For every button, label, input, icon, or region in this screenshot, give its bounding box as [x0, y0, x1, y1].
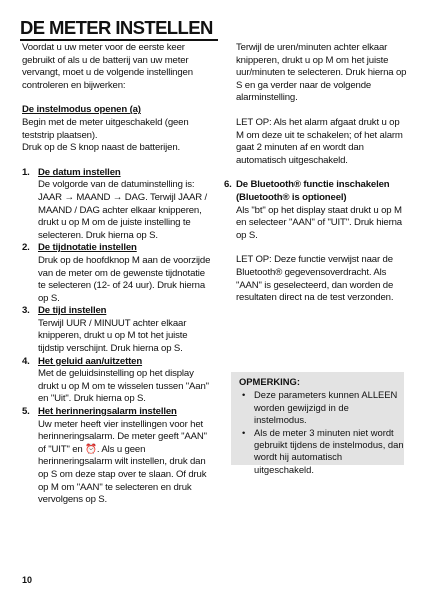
bullet-icon: • — [242, 389, 246, 401]
setup-line-2: Druk op de S knop naast de batterijen. — [22, 142, 181, 154]
bullet-icon: • — [242, 426, 246, 438]
step-title: Het geluid aan/uitzetten — [38, 355, 143, 367]
step-text: Druk op de hoofdknop M aan de voorzijde van de meter om de gewenste tijdnotatie te selecteren (12- of 24 uur). Druk hierna op S. — [38, 254, 211, 304]
step-number: 3. — [22, 305, 30, 317]
setup-heading: De instelmodus openen (a) — [22, 104, 141, 116]
note-title: OPMERKING: — [239, 376, 300, 387]
page-title: DE METER INSTELLEN — [20, 18, 218, 41]
step-title: De Bluetooth® functie inschakelen (Bluetooth® is optioneel) — [236, 179, 390, 203]
intro-paragraph: Voordat u uw meter voor de eerste keer gebruikt of als u de batterij van uw meter vervangt, moet u de volgende instellingen controleren en bijwerken: — [22, 42, 193, 91]
page-number: 10 — [22, 575, 33, 585]
note-box — [231, 372, 404, 475]
bluetooth-note: LET OP: Deze functie verwijst naar de Bluetooth® gegevensoverdracht. Als "AAN" is geselecteerd, dan worden de resultaten direct na de test verzonden. — [236, 254, 394, 304]
note-bullet-text: Deze parameters kunnen ALLEEN worden gewijzigd in de instelmodus. — [254, 389, 398, 426]
right-column — [224, 42, 408, 305]
step-5 — [22, 406, 214, 507]
step-text: De volgorde van de datuminstelling is: JAAR → MAAND → DAG. Terwijl JAAR / MAAND / DAG achter elkaar knipperen, drukt u op M om de juiste instelling te selecteren. Druk hierna op S. — [38, 179, 208, 241]
step-number: 5. — [22, 406, 30, 418]
step-title: De tijdnotatie instellen — [38, 242, 137, 254]
step-3 — [22, 305, 214, 355]
step-title: Het herinneringsalarm instellen — [38, 406, 177, 418]
step-title: De datum instellen — [38, 166, 121, 178]
setup-line-1: Begin met de meter uitgeschakeld (geen teststrip plaatsen). — [22, 116, 189, 141]
step-text: Als "bt" op het display staat drukt u op M en selecteer "AAN" of "UIT". Druk hierna op S. — [236, 204, 402, 241]
step-2 — [22, 242, 214, 305]
step-number: 4. — [22, 355, 30, 367]
step-text: Terwijl UUR / MINUUT achter elkaar knipperen, drukt u op M tot het juiste tijdstip verschijnt. Druk hierna op S. — [38, 317, 188, 355]
step-1 — [22, 167, 214, 243]
step-number: 6. — [224, 179, 232, 191]
alarm-note: LET OP: Als het alarm afgaat drukt u op M om deze uit te schakelen; of het alarm gaat 2 minuten af en wordt dan automatisch uitgeschakeld. — [236, 116, 403, 166]
step-number: 1. — [22, 166, 30, 178]
note-bullet-text: Als de meter 3 minuten niet wordt gebruikt tijdens de instelmodus, dan wordt hij automatisch uitgeschakeld. — [254, 426, 404, 475]
step-4 — [22, 356, 214, 406]
note-bullet — [239, 389, 404, 426]
alarm-continued-text: Terwijl de uren/minuten achter elkaar knipperen, drukt u op M om het juiste uur/minuten te selecteren. Druk hierna op S en ga verder naar de volgende alarminstelling. — [236, 42, 407, 104]
step-title: De tijd instellen — [38, 305, 107, 317]
step-number: 2. — [22, 242, 30, 254]
note-bullet — [239, 427, 404, 477]
step-text: Uw meter heeft vier instellingen voor het herinneringsalarm. De meter geeft "AAN" of "UIT" en ⏰. Als u geen herinneringsalarm wilt instellen, druk dan op S om deze stap over te slaan. Of druk op M om "AAN" te selecteren en druk vervolgens op S. — [38, 418, 207, 506]
step-text: Met de geluidsinstelling op het display drukt u op M om te wisselen tussen "Aan" en "Uit". Druk hierna op S. — [38, 368, 209, 405]
left-column — [22, 42, 214, 507]
step-6 — [224, 179, 408, 242]
